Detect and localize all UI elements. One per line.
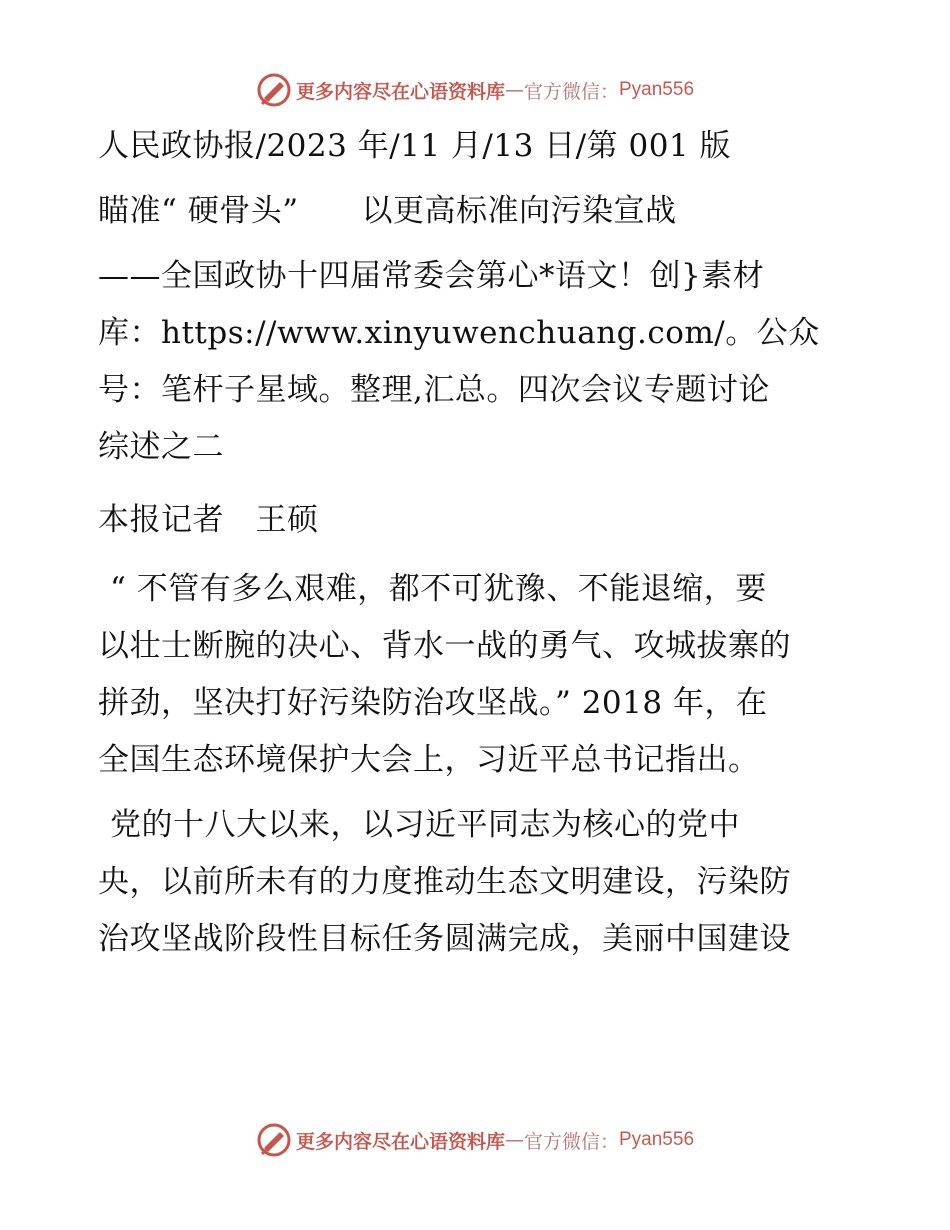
- paragraph-line: “ 不管有多么艰难，都不可犹豫、不能退缩，要: [110, 571, 767, 607]
- banner-dash: —: [504, 79, 524, 101]
- banner-main-text: 更多内容尽在心语资料库: [295, 80, 505, 103]
- banner-main-text: 更多内容尽在心语资料库: [295, 1130, 505, 1153]
- paragraph-1: [98, 561, 858, 789]
- subheadline-line: 综述之二: [98, 429, 224, 465]
- banner-wechat-id: Pyan556: [619, 1129, 695, 1150]
- byline: 本报记者 王硕: [98, 502, 319, 538]
- subheadline-line: 库：https://www.xinyuwenchuang.com/。公众: [98, 315, 820, 351]
- paragraph-line: 央，以前所未有的力度推动生态文明建设，污染防: [98, 864, 791, 900]
- banner-dash: —: [504, 1129, 524, 1151]
- subheadline-line: ——全国政协十四届常委会第心*语文！创}素材: [98, 258, 765, 294]
- source-line: 人民政协报/2023 年/11 月/13 日/第 001 版: [98, 128, 732, 164]
- headline: 瞄准“ 硬骨头” 以更高标准向污染宣战: [98, 193, 677, 229]
- subheadline-line: 号：笔杆子星域。整理,汇总。四次会议专题讨论: [98, 372, 770, 408]
- paragraph-line: 党的十八大以来，以习近平同志为核心的党中: [110, 807, 740, 843]
- paragraph-line: 全国生态环境保护大会上，习近平总书记指出。: [98, 742, 760, 778]
- header-banner: [0, 70, 950, 110]
- xinyu-logo-icon: [256, 72, 292, 108]
- banner-wechat-label: 官方微信：: [523, 80, 619, 103]
- banner-wechat-label: 官方微信：: [523, 1130, 619, 1153]
- banner-wechat-id: Pyan556: [619, 79, 695, 100]
- paragraph-line: 治攻坚战阶段性目标任务圆满完成，美丽中国建设: [98, 921, 791, 957]
- paragraph-line: 拼劲，坚决打好污染防治攻坚战。” 2018 年，在: [98, 685, 768, 721]
- document-body: [98, 118, 858, 968]
- paragraph-2: [98, 797, 858, 968]
- subheadline: [98, 248, 858, 476]
- footer-banner: [0, 1120, 950, 1160]
- xinyu-logo-icon: [256, 1122, 292, 1158]
- paragraph-line: 以壮士断腕的决心、背水一战的勇气、攻城拔寨的: [98, 628, 791, 664]
